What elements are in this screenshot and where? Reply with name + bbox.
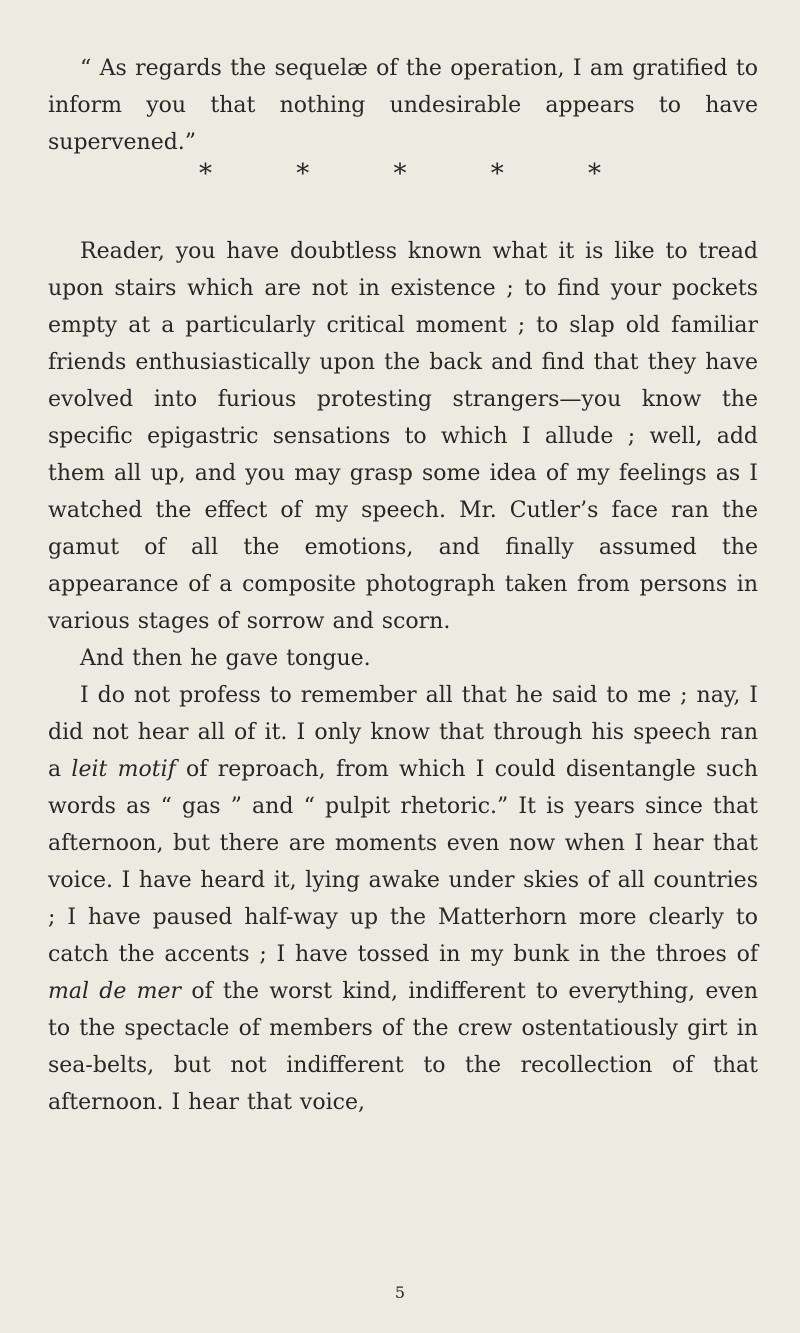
paragraph-gave-tongue: And then he gave tongue. — [80, 646, 371, 671]
mal-de-mer-italic: mal de mer — [48, 979, 182, 1004]
paragraph-remember — [48, 677, 758, 1121]
paragraph-remember-part-3: of the worst kind, indifferent to everything, even to the spectacle of members of the crew ostentatiously girt in sea-belts, but not indifferent to the recollection of that afternoon. I hear that voice, — [48, 979, 758, 1115]
intro-quote-block — [48, 50, 758, 161]
paragraph-remember-part-2: of reproach, from which I could disentangle such words as “ gas ” and “ pulpit rhetoric.” It is years since that afternoon, but there are moments even now when I hear that voice. I have heard it, lying awake under skies of all countries ; I have paused half-way up the Matterhorn more clearly to catch the accents ; I have tossed in my bunk in the throes of — [48, 757, 758, 967]
body-text — [48, 233, 758, 1121]
page-number: 5 — [394, 1283, 406, 1302]
leit-motif-italic: leit motif — [71, 757, 176, 782]
paragraph-remember-part-1: I do not profess to remember all that he said to me ; nay, I did not hear all of it. I only know that through his speech ran a — [48, 683, 758, 782]
paragraph-reader: Reader, you have doubtless known what it is like to tread upon stairs which are not in existence ; to find your pockets empty at a particularly critical moment ; to slap old familiar friends enthusiastically upon the back and find that they have evolved into furious protesting strangers—you know the specific epigastric sensations to which I allude ; well, add them all up, and you may grasp some idea of my feelings as I watched the effect of my speech. Mr. Cutler’s face ran the gamut of all the emotions, and finally assumed the appearance of a composite photograph taken from persons in various stages of sorrow and scorn. — [48, 239, 758, 634]
intro-quote: “ As regards the sequelæ of the operation, I am gratified to inform you that nothing undesirable appears to have supervened.” — [48, 56, 758, 155]
section-separator: * * * * * — [198, 159, 640, 189]
